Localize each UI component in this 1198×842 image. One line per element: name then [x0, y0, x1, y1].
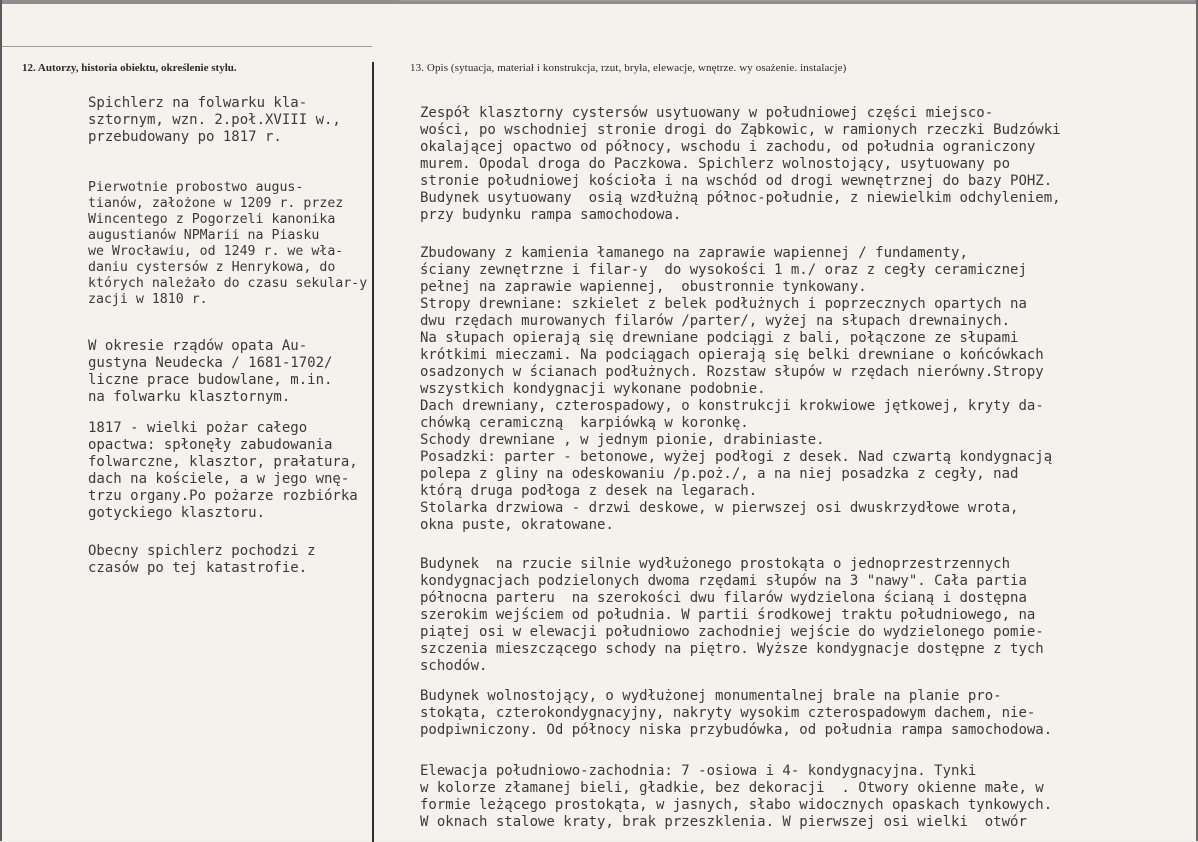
form-rule-left — [2, 46, 372, 47]
right-paragraph-elevation: Elewacja południowo-zachodnia: 7 -osiowa i 4- kondygnacyjna. Tynki w kolorze złamanej bieli, gładkie, bez dekoracji . Otwory okienne małe, w formie leżącego prostokąta, w jasnych, słabo widocznych opaskach tynkowych. W oknach stalowe kraty, brak przeszklenia. W pierwszej osi wielki otwór — [420, 763, 1053, 830]
right-paragraph-form: Budynek wolnostojący, o wydłużonej monumentalnej brale na planie pro- stokąta, czterokondygnacyjny, nakryty wysokim czterospadowym dachem, nie- podpiwniczony. Od północy niska przybudówka, od południa rampa samochodowa. — [420, 688, 1053, 738]
right-paragraph-plan: Budynek na rzucie silnie wydłużonego prostokąta o jednoprzestrzennych kondygnacjach podzielonych dwoma rzędami słupów na 3 "nawy". Cała partia północna parteru na szerokości dwu filarów wydzielona ścianą i dostępna szerokim wejściem od południa. W partii środkowej traktu południowego, na piątej osi w elewacji południowo zachodniej wejście do wydzielonego pomie- szczenia mieszczącego schody na piętro. Wyższe kondygnacje dostępne z tych schodów. — [420, 556, 1044, 674]
form-rule-right — [398, 0, 1196, 1]
left-paragraph-4: 1817 - wielki pożar całego opactwa: spłonęły zabudowania folwarczne, klasztor, prałatura, dach na kościele, a w jego wnę- trzu organy.Po pożarze rozbiórka gotyckiego klasztoru. — [88, 420, 358, 521]
left-paragraph-2: Pierwotnie probostwo augus- tianów, założone w 1209 r. przez Wincentego z Pogorzeli kanonika augustianów NPMarii na Piasku we Wrocławiu, od 1249 r. we wła- daniu cystersów z Henrykowa, do których należało do czasu sekular-y zacji w 1810 r. — [88, 180, 368, 308]
left-paragraph-3: W okresie rządów opata Au- gustyna Neudecka / 1681-1702/ liczne prace budowlane, m.in. na folwarku klasztornym. — [88, 338, 333, 405]
column-divider — [372, 62, 374, 842]
left-paragraph-5: Obecny spichlerz pochodzi z czasów po tej katastrofie. — [88, 543, 316, 576]
page-edge-left — [0, 0, 2, 841]
right-paragraph-materials: Zbudowany z kamienia łamanego na zaprawie wapiennej / fundamenty, ściany zewnętrzne i filar-y do wysokości 1 m./ oraz z cegły ceramicznej pełnej na zaprawie wapiennej, obustronnie tynkowany. Stropy drewniane: szkielet z belek podłużnych i poprzecznych opartych na dwu rzędach murowanych filarów /parter/, wyżej na słupach drewnainych. Na słupach opierają się drewniane podciągi z bali, połączone ze słupami krótkimi mieczami. Na podciągach opierają się belki drewniane o końcówkach osadzonych w ścianach podłużnych. Rozstaw słupów w rzędach nierówny.Stropy wszystkich kondygnacji wykonane podobnie. Dach drewniany, czterospadowy, o konstrukcji krokwiowe jętkowej, kryty da- chówką ceramiczną karpiówką w koronkę. Schody drewniane , w jednym pionie, drabiniaste. Posadzki: parter - betonowe, wyżej podłogi z desek. Nad czwartą kondygnacją polepa z gliny na odeskowaniu /p.poż./, a na niej posadzka z cegły, nad którą druga podłoga z desek na legarach. Stolarka drzwiowa - drzwi deskowe, w pierwszej osi dwuskrzydłowe wrota, okna puste, okratowane. — [420, 245, 1053, 533]
section-13-header: 13. Opis (sytuacja, materiał i konstrukcja, rzut, bryła, elewacje, wnętrze. wy osażenie. instalacje) — [410, 62, 847, 74]
right-paragraph-location: Zespół klasztorny cystersów usytuowany w południowej części miejsco- wości, po wschodniej stronie drogi do Ząbkowic, w ramionych rzeczki Budzówki okalającej opactwo od północy, wschodu i zachodu, od południa ograniczony murem. Opodal droga do Paczkowa. Spichlerz wolnostojący, usytuowany po stronie południowej kościoła i na wschód od drogi wewnętrznej do bazy POHZ. Budynek usytuowany osią wzdłużną północ-południe, z niewielkim odchyleniem, przy budynku rampa samochodowa. — [420, 105, 1061, 223]
section-12-header: 12. Autorzy, historia obiektu, określenie stylu. — [22, 62, 237, 74]
left-paragraph-1: Spichlerz na folwarku kla- sztornym, wzn. 2.poł.XVIII w., przebudowany po 1817 r. — [88, 95, 341, 145]
